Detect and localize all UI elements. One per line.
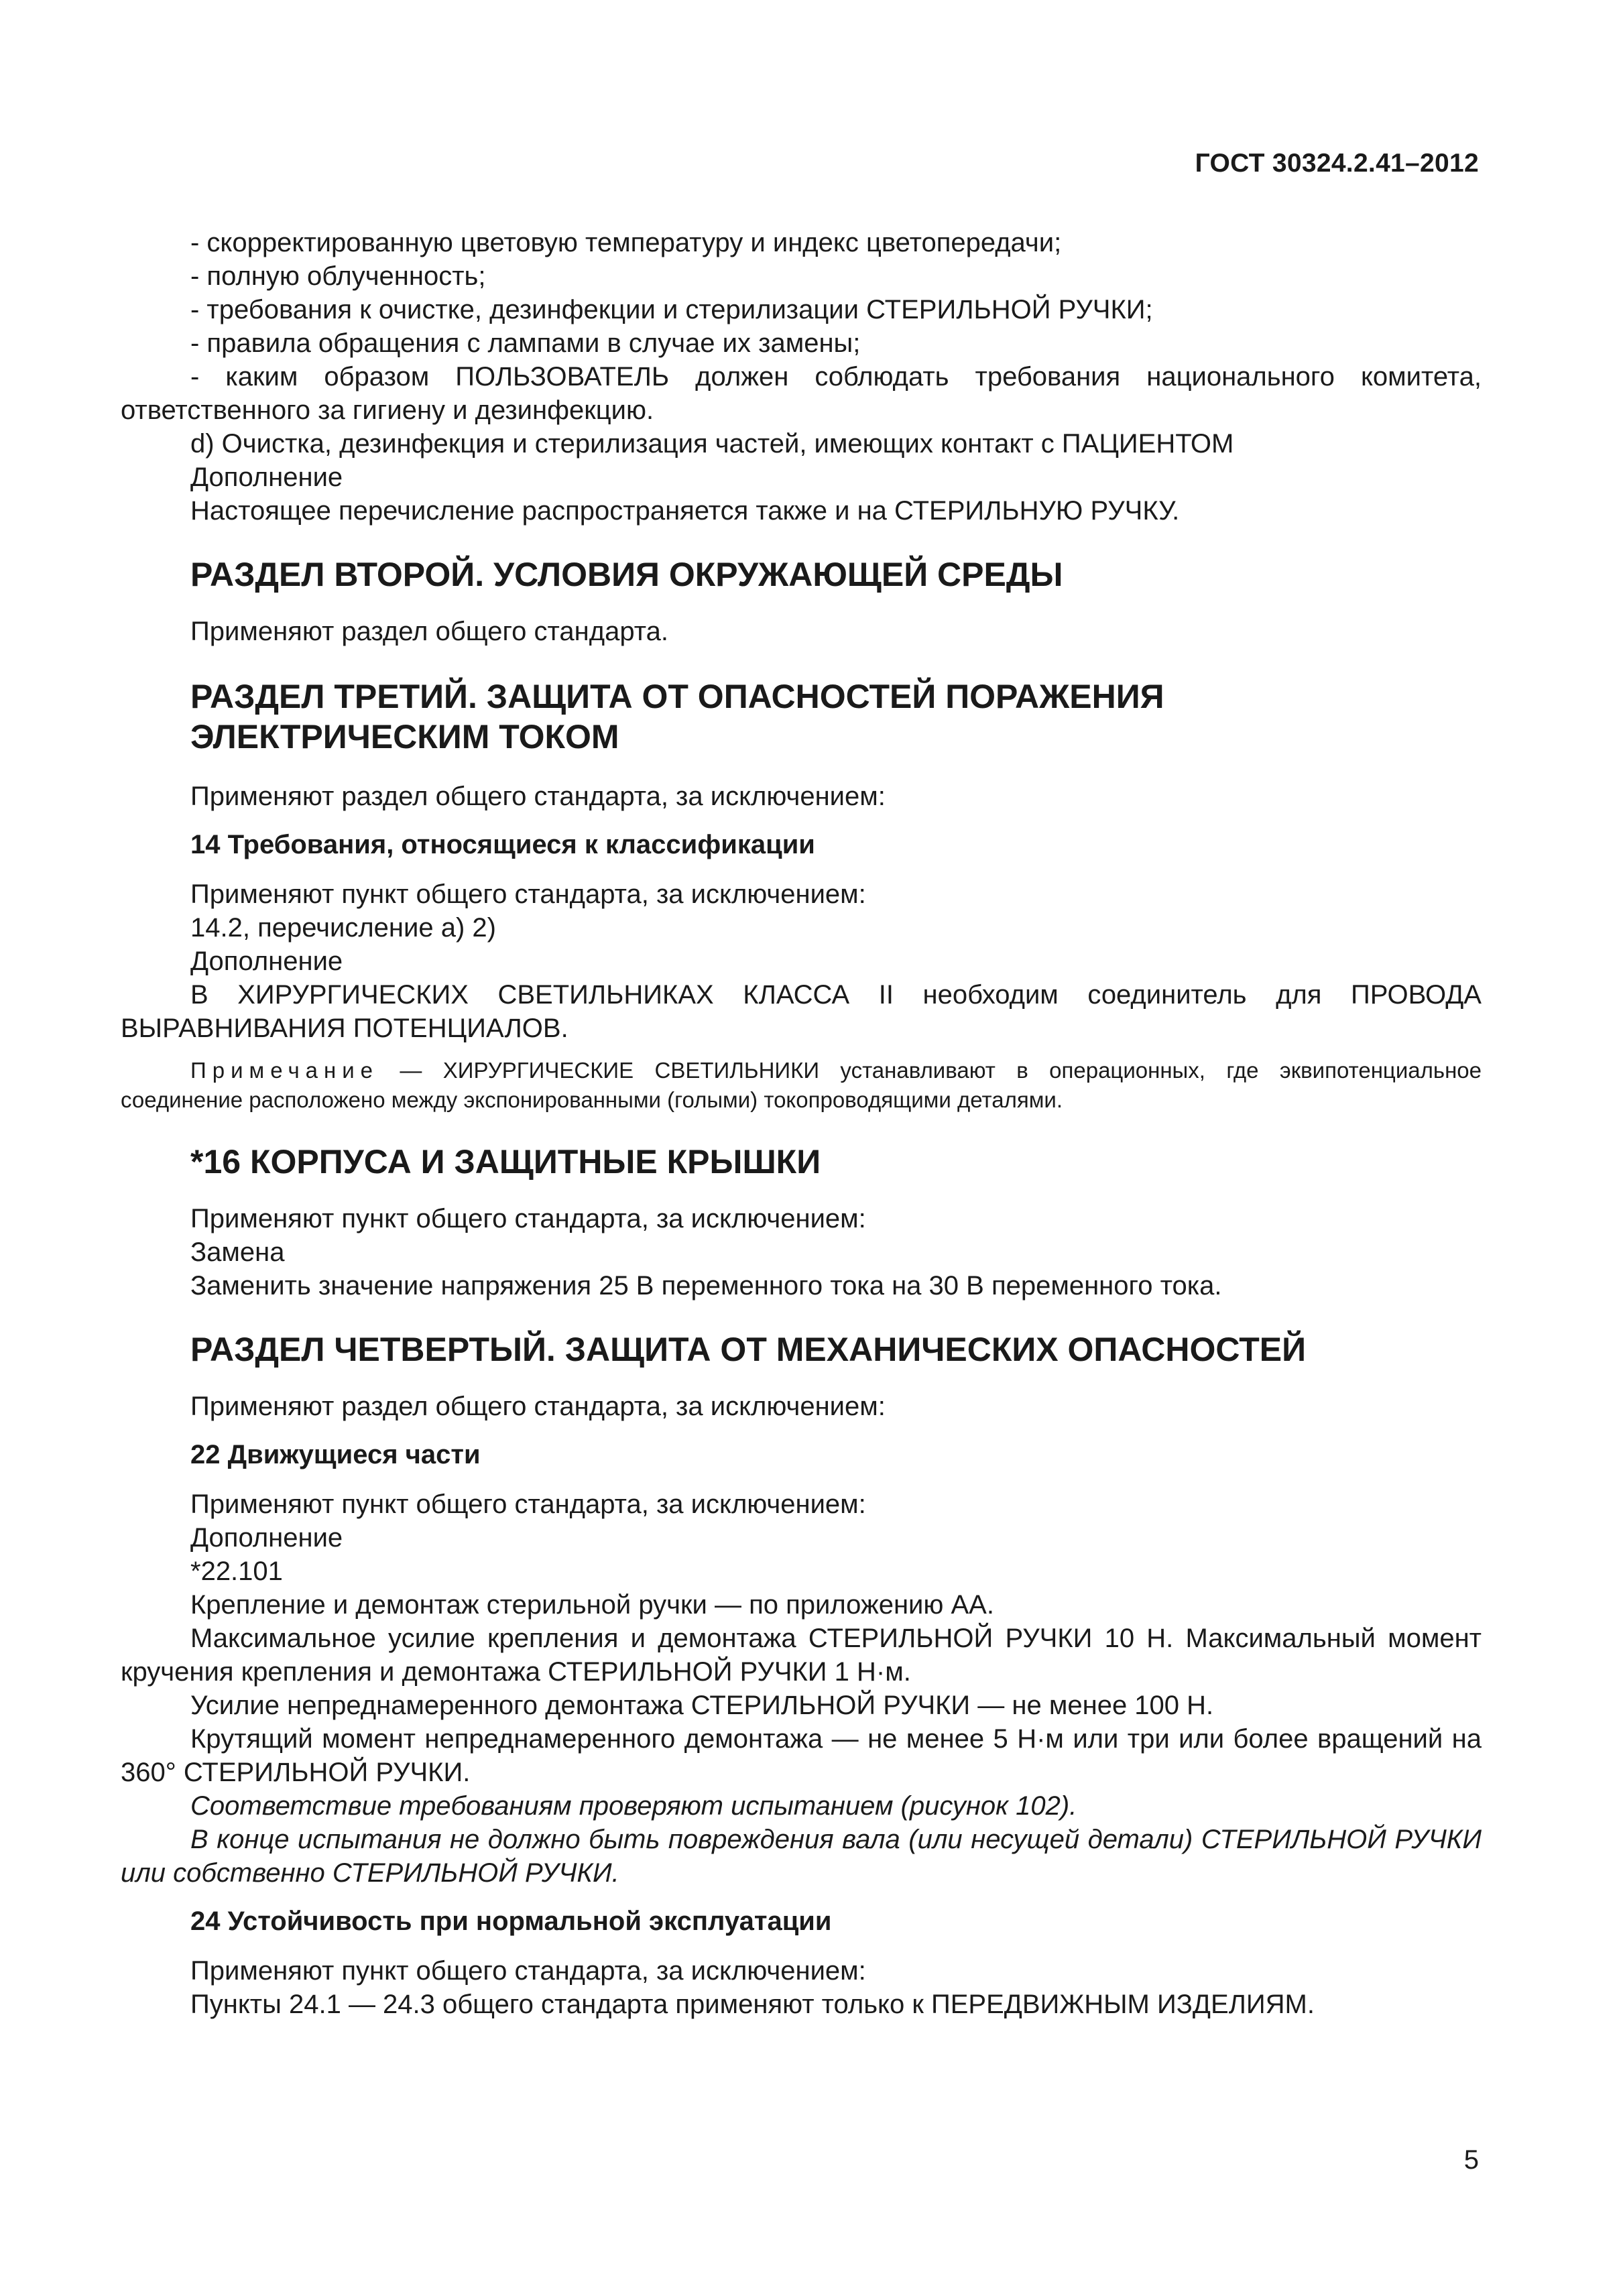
section-4-title: РАЗДЕЛ ЧЕТВЕРТЫЙ. ЗАЩИТА ОТ МЕХАНИЧЕСКИХ ОПАСНОСТЕЙ bbox=[190, 1331, 1307, 1368]
clause-22-line: Усилие непреднамеренного демонтажа СТЕРИЛЬНОЙ РУЧКИ — не менее 100 Н. bbox=[190, 1691, 1214, 1720]
clause-24-line: Пункты 24.1 — 24.3 общего стандарта применяют только к ПЕРЕДВИЖНЫМ ИЗДЕЛИЯМ. bbox=[190, 1990, 1315, 2019]
section-2-title: РАЗДЕЛ ВТОРОЙ. УСЛОВИЯ ОКРУЖАЮЩЕЙ СРЕДЫ bbox=[190, 556, 1063, 593]
clause-24-line: Применяют пункт общего стандарта, за исключением: bbox=[190, 1956, 866, 1986]
clause-24-title: 24 Устойчивость при нормальной эксплуатации bbox=[190, 1907, 832, 1936]
clause-22-line: Максимальное усилие крепления и демонтажа СТЕРИЛЬНОЙ РУЧКИ 10 Н. Максимальный момент кручения крепления и демонтажа СТЕРИЛЬНОЙ РУЧКИ 1 Н·м. bbox=[121, 1624, 1482, 1687]
clause-16-line: Применяют пункт общего стандарта, за исключением: bbox=[190, 1204, 866, 1233]
section-3-title-line1: РАЗДЕЛ ТРЕТИЙ. ЗАЩИТА ОТ ОПАСНОСТЕЙ ПОРАЖЕНИЯ bbox=[190, 678, 1164, 715]
clause-14-line: В ХИРУРГИЧЕСКИХ СВЕТИЛЬНИКАХ КЛАССА II необходим соединитель для ПРОВОДА ВЫРАВНИВАНИЯ ПОТЕНЦИАЛОВ. bbox=[121, 980, 1482, 1043]
list-item: - полную облученность; bbox=[190, 261, 486, 291]
list-item: - скорректированную цветовую температуру и индекс цветопередачи; bbox=[190, 228, 1062, 257]
clause-14-line: 14.2, перечисление a) 2) bbox=[190, 913, 496, 943]
document-code-header: ГОСТ 30324.2.41–2012 bbox=[1195, 149, 1479, 178]
clause-22-title: 22 Движущиеся части bbox=[190, 1440, 481, 1469]
section-3-title-line2: ЭЛЕКТРИЧЕСКИМ ТОКОМ bbox=[190, 718, 619, 756]
section-3-text: Применяют раздел общего стандарта, за исключением: bbox=[190, 782, 886, 811]
clause-16-line: Замена bbox=[190, 1237, 285, 1267]
clause-22-line: Крутящий момент непреднамеренного демонтажа — не менее 5 Н·м или три или более вращений на 360° СТЕРИЛЬНОЙ РУЧКИ. bbox=[121, 1724, 1482, 1787]
clause-14-title: 14 Требования, относящиеся к классификации bbox=[190, 830, 815, 859]
clause-22-line: *22.101 bbox=[190, 1557, 283, 1586]
clause-14-line: Применяют пункт общего стандарта, за исключением: bbox=[190, 880, 866, 909]
note-text: — ХИРУРГИЧЕСКИЕ СВЕТИЛЬНИКИ устанавливают в операционных, где эквипотенциальное соединение расположено между экспонированными (голыми) токопроводящими деталями. bbox=[121, 1058, 1482, 1112]
note-label: Примечание bbox=[190, 1058, 379, 1083]
clause-22-line: Крепление и демонтаж стерильной ручки — по приложению АА. bbox=[190, 1590, 994, 1620]
clause-16-line: Заменить значение напряжения 25 В переменного тока на 30 В переменного тока. bbox=[190, 1271, 1222, 1301]
section-3-title bbox=[121, 676, 1482, 757]
clause-16-title: *16 КОРПУСА И ЗАЩИТНЫЕ КРЫШКИ bbox=[190, 1143, 821, 1181]
page-number: 5 bbox=[1463, 2145, 1479, 2175]
list-item: - требования к очистке, дезинфекции и стерилизации СТЕРИЛЬНОЙ РУЧКИ; bbox=[190, 295, 1153, 324]
clause-14-note bbox=[121, 1056, 1482, 1115]
item-d-label: Дополнение bbox=[190, 463, 343, 492]
clause-22-line: Применяют пункт общего стандарта, за исключением: bbox=[190, 1490, 866, 1519]
list-item: - правила обращения с лампами в случае их замены; bbox=[190, 328, 861, 358]
clause-14-line: Дополнение bbox=[190, 947, 343, 976]
clause-22-line: Дополнение bbox=[190, 1523, 343, 1553]
page-content bbox=[121, 226, 1482, 2021]
list-item: - каким образом ПОЛЬЗОВАТЕЛЬ должен соблюдать требования национального комитета, ответственного за гигиену и дезинфекцию. bbox=[121, 362, 1482, 425]
clause-22-compliance: В конце испытания не должно быть повреждения вала (или несущей детали) СТЕРИЛЬНОЙ РУЧКИ или собственно СТЕРИЛЬНОЙ РУЧКИ. bbox=[121, 1825, 1482, 1888]
clause-22-compliance: Соответствие требованиям проверяют испытанием (рисунок 102). bbox=[190, 1791, 1077, 1821]
section-2-text: Применяют раздел общего стандарта. bbox=[190, 617, 668, 646]
item-d-title: d) Очистка, дезинфекция и стерилизация частей, имеющих контакт с ПАЦИЕНТОМ bbox=[190, 429, 1234, 459]
section-4-text: Применяют раздел общего стандарта, за исключением: bbox=[190, 1392, 886, 1421]
item-d-text: Настоящее перечисление распространяется также и на СТЕРИЛЬНУЮ РУЧКУ. bbox=[190, 496, 1180, 526]
